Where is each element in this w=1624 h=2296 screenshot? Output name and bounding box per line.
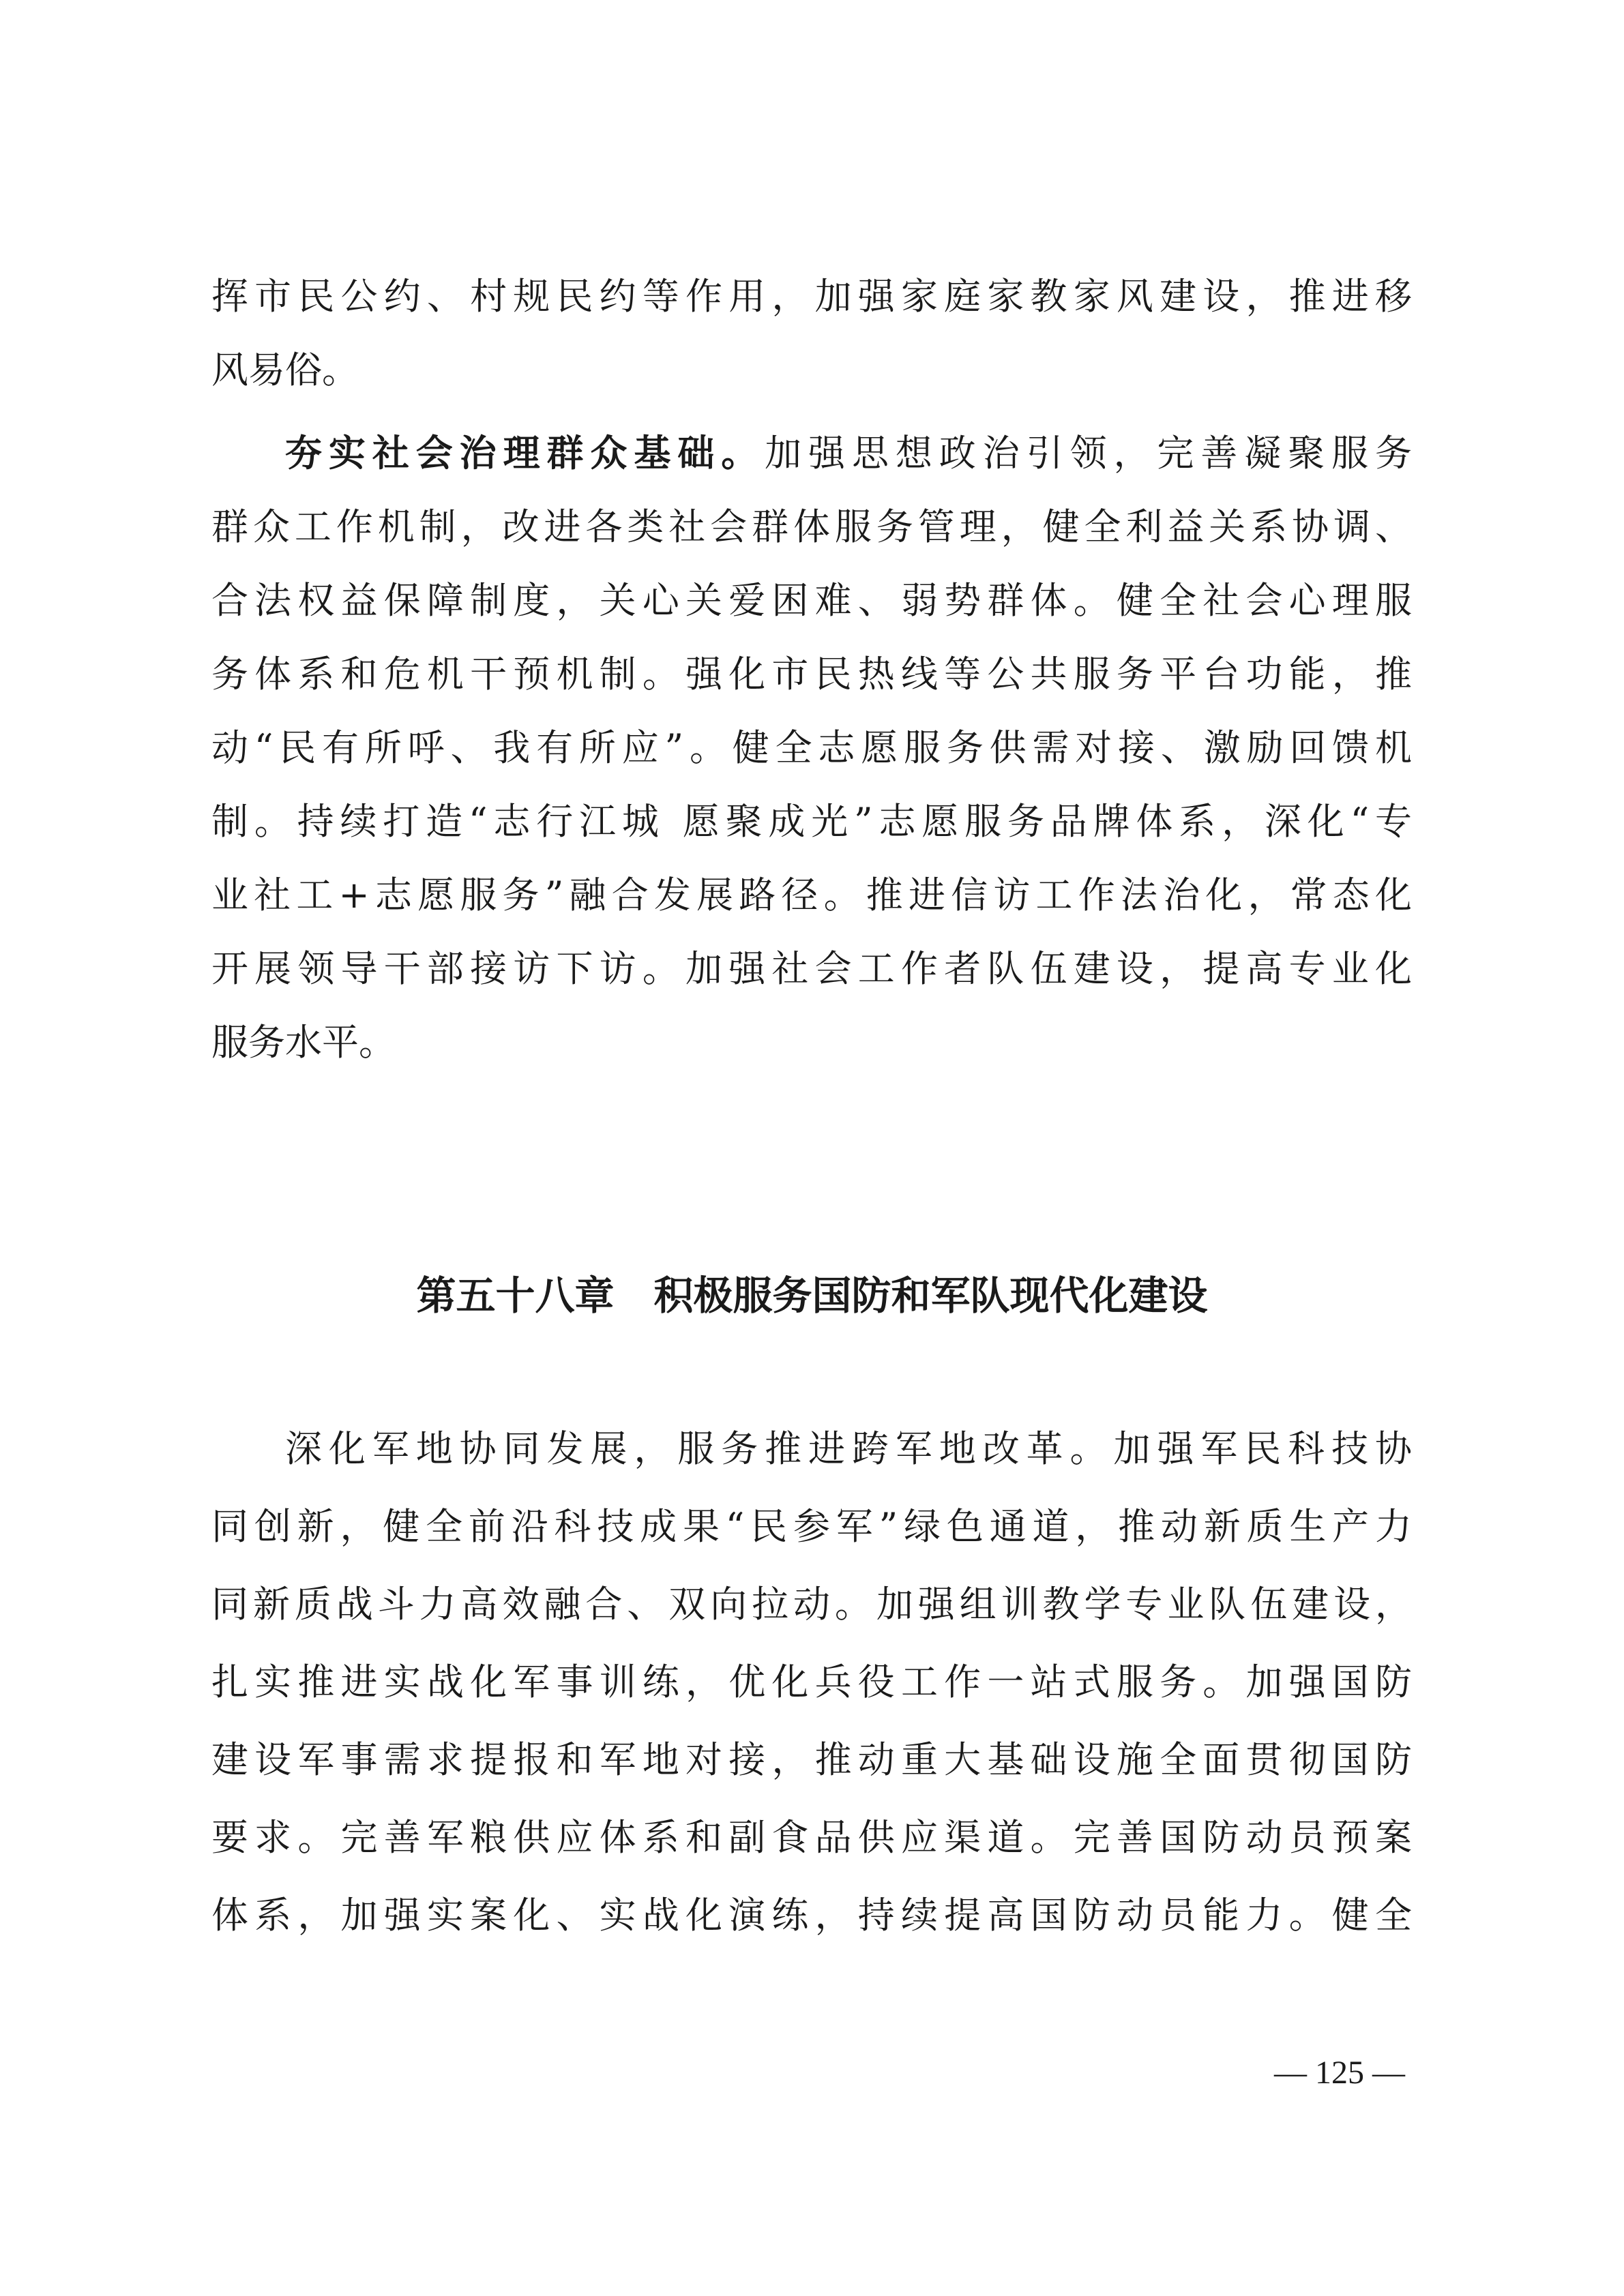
paragraph-line: 务体系和危机干预机制。强化市民热线等公共服务平台功能，推 <box>211 653 1412 696</box>
paragraph-line: 群众工作机制，改进各类社会群体服务管理，健全利益关系协调、 <box>211 505 1412 548</box>
paragraph-line: 开展领导干部接访下访。加强社会工作者队伍建设，提高专业化 <box>211 947 1412 990</box>
paragraph-line: 动“民有所呼、我有所应”。健全志愿服务供需对接、激励回馈机 <box>211 726 1412 769</box>
paragraph-line: 风易俗。 <box>211 348 359 391</box>
paragraph-line: 深化军地协同发展，服务推进跨军地改革。加强军民科技协 <box>285 1427 1412 1470</box>
paragraph-lead-heading: 夯实社会治理群众基础。 <box>285 432 765 475</box>
paragraph-line: 服务水平。 <box>211 1021 396 1064</box>
paragraph-first-line <box>285 430 1412 477</box>
page-number: — 125 — <box>1274 2055 1405 2091</box>
paragraph-line: 体系，加强实案化、实战化演练，持续提高国防动员能力。健全 <box>211 1894 1412 1937</box>
paragraph-line: 同新质战斗力高效融合、双向拉动。加强组训教学专业队伍建设， <box>211 1583 1412 1626</box>
paragraph-text: 加强思想政治引领，完善凝聚服务 <box>765 432 1413 475</box>
paragraph-line: 合法权益保障制度，关心关爱困难、弱势群体。健全社会心理服 <box>211 579 1412 622</box>
paragraph-line: 挥市民公约、村规民约等作用，加强家庭家教家风建设，推进移 <box>211 275 1412 318</box>
paragraph-line: 扎实推进实战化军事训练，优化兵役工作一站式服务。加强国防 <box>211 1660 1412 1703</box>
chapter-title: 第五十八章 积极服务国防和军队现代化建设 <box>416 1272 1208 1319</box>
paragraph-line: 业社工+志愿服务”融合发展路径。推进信访工作法治化，常态化 <box>211 874 1412 916</box>
paragraph-line: 建设军事需求提报和军地对接，推动重大基础设施全面贯彻国防 <box>211 1738 1412 1781</box>
paragraph-line: 制。持续打造“志行江城 愿聚成光”志愿服务品牌体系，深化“专 <box>211 800 1412 843</box>
paragraph-line: 要求。完善军粮供应体系和副食品供应渠道。完善国防动员预案 <box>211 1816 1412 1859</box>
paragraph-line: 同创新，健全前沿科技成果“民参军”绿色通道，推动新质生产力 <box>211 1505 1412 1548</box>
